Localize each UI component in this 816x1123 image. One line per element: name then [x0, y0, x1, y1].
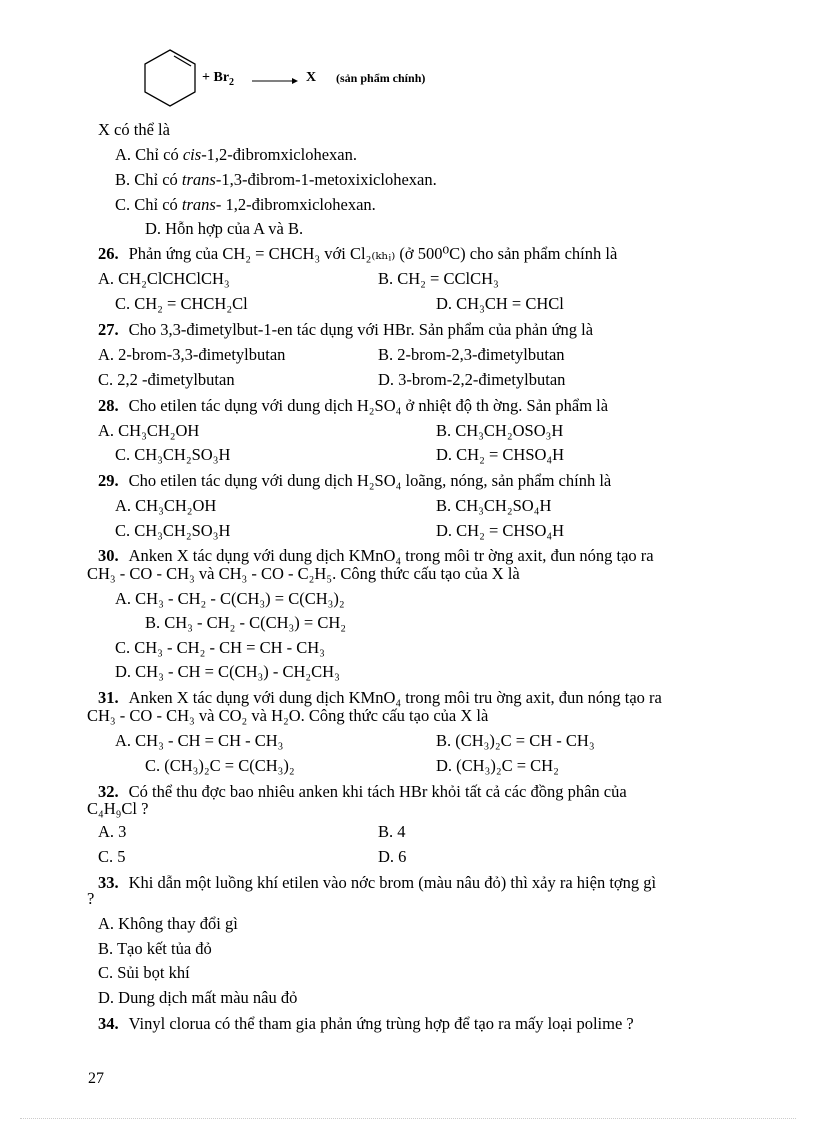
q29-a: A. CH₃CH₂OH	[115, 496, 217, 515]
q28-d: D. CH₂ = CHSO₄H	[436, 445, 565, 464]
q26-a: A. CH₂ClCHClCH₃	[98, 269, 230, 288]
q31-d: D. (CH₃)₂C = CH₂	[436, 756, 559, 775]
q31-c: C. (CH₃)₂C = C(CH₃)₂	[145, 756, 295, 775]
q33-b: B. Tạo kết tủa đỏ	[98, 939, 212, 958]
q33-a: A. Không thay đổi gì	[98, 914, 238, 933]
question-29: 29. Cho etilen tác dụng với dung dịch H₂SO₄ loãng, nóng, sản phẩm chính là	[98, 471, 612, 490]
q30-c: C. CH₃ - CH₂ - CH = CH - CH₃	[115, 638, 325, 657]
arrow-icon	[252, 76, 298, 86]
reaction-scheme	[140, 60, 480, 110]
q33-d: D. Dung dịch mất màu nâu đỏ	[98, 988, 298, 1007]
q28-b: B. CH₃CH₂OSO₃H	[436, 421, 564, 440]
product: X	[306, 70, 317, 85]
q27-a: A. 2-brom-3,3-đimetylbutan	[98, 345, 286, 364]
question-31: 31. Anken X tác dụng với dung dịch KMnO₄ trong môi tru ờng axit, đun nóng tạo ra	[98, 688, 662, 707]
q32-a: A. 3	[98, 822, 127, 841]
page-number: 27	[88, 1070, 104, 1087]
q31-b: B. (CH₃)₂C = CH - CH₃	[436, 731, 595, 750]
question-33-cont: ?	[87, 889, 95, 908]
question-31-cont: CH₃ - CO - CH₃ và CO₂ và H₂O. Công thức cấu tạo của X là	[87, 706, 489, 725]
question-26: 26. Phản ứng của CH₂ = CHCH₃ với Cl₂₍ₖₕᵢ₎ (ở 500⁰C) cho sản phẩm chính là	[98, 244, 618, 263]
q27-d: D. 3-brom-2,2-đimetylbutan	[378, 370, 566, 389]
q30-a: A. CH₃ - CH₂ - C(CH₃) = C(CH₃)₂	[115, 589, 345, 608]
question-30: 30. Anken X tác dụng với dung dịch KMnO₄ trong môi tr ờng axit, đun nóng tạo ra	[98, 546, 654, 565]
question-32: 32. Có thể thu đợc bao nhiêu anken khi tách HBr khỏi tất cả các đồng phân của	[98, 782, 627, 801]
x-intro: X có thể là	[98, 120, 170, 139]
page-divider	[20, 1118, 796, 1119]
reagent-subscript: 2	[229, 76, 235, 88]
option-d: D. Hỗn hợp của A và B.	[145, 219, 304, 238]
option-c: C. Chỉ có trans- 1,2-đibromxiclohexan.	[115, 195, 376, 214]
q30-b: B. CH₃ - CH₂ - C(CH₃) = CH₂	[145, 613, 346, 632]
question-30-cont: CH₃ - CO - CH₃ và CH₃ - CO - C₂H₅. Công thức cấu tạo của X là	[87, 564, 520, 583]
q32-d: D. 6	[378, 847, 407, 866]
cyclohexene-structure	[140, 46, 200, 108]
q28-c: C. CH₃CH₂SO₃H	[115, 445, 231, 464]
q26-c: C. CH₂ = CHCH₂Cl	[115, 294, 248, 313]
q26-d: D. CH₃CH = CHCl	[436, 294, 564, 313]
q29-d: D. CH₂ = CHSO₄H	[436, 521, 565, 540]
q29-c: C. CH₃CH₂SO₃H	[115, 521, 231, 540]
question-34: 34. Vinyl clorua có thể tham gia phản ứng trùng hợp để tạo ra mấy loại polime ?	[98, 1014, 634, 1033]
q32-b: B. 4	[378, 822, 406, 841]
product-note: (sản phẩm chính)	[336, 71, 426, 85]
q33-c: C. Sủi bọt khí	[98, 963, 190, 982]
option-b: B. Chỉ có trans-1,3-đibrom-1-metoxixiclohexan.	[115, 170, 437, 189]
q28-a: A. CH₃CH₂OH	[98, 421, 200, 440]
option-a: A. Chỉ có cis-1,2-đibromxiclohexan.	[115, 145, 357, 164]
question-33: 33. Khi dẫn một luồng khí etilen vào nớc brom (màu nâu đỏ) thì xảy ra hiện tợng gì	[98, 873, 657, 892]
reagent: + Br	[202, 70, 230, 85]
question-32-cont: C₄H₉Cl ?	[87, 799, 149, 818]
q30-d: D. CH₃ - CH = C(CH₃) - CH₂CH₃	[115, 662, 340, 681]
q26-b: B. CH₂ = CClCH₃	[378, 269, 499, 288]
q27-b: B. 2-brom-2,3-đimetylbutan	[378, 345, 565, 364]
q29-b: B. CH₃CH₂SO₄H	[436, 496, 552, 515]
question-28: 28. Cho etilen tác dụng với dung dịch H₂SO₄ ở nhiệt độ th ờng. Sản phẩm là	[98, 396, 609, 415]
q27-c: C. 2,2 -đimetylbutan	[98, 370, 235, 389]
question-27: 27. Cho 3,3-đimetylbut-1-en tác dụng với HBr. Sản phẩm của phản ứng là	[98, 320, 594, 339]
q32-c: C. 5	[98, 847, 126, 866]
q31-a: A. CH₃ - CH = CH - CH₃	[115, 731, 284, 750]
